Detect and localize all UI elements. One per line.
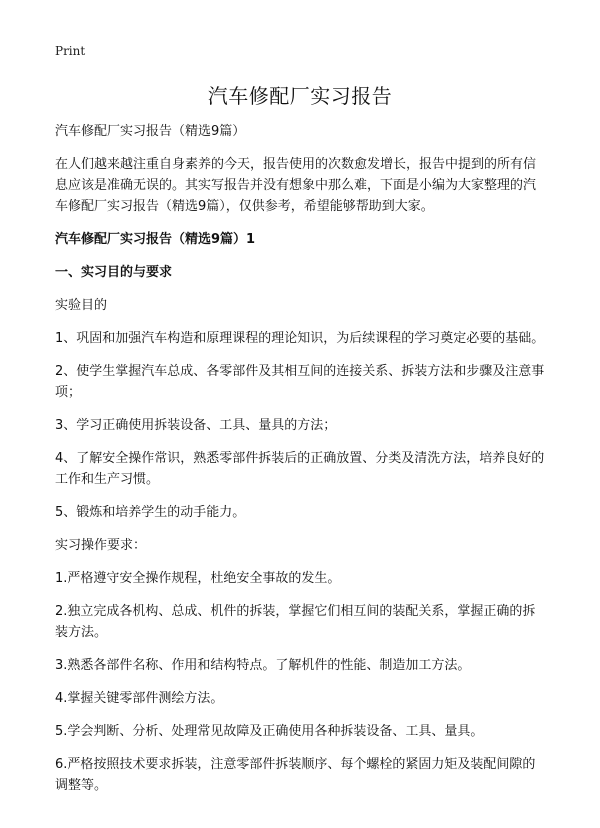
- requirement-item: 4.掌握关键零部件测绘方法。: [55, 691, 224, 706]
- page-title: 汽车修配厂实习报告: [207, 84, 393, 108]
- requirement-item: 1.严格遵守安全操作规程，杜绝安全事故的发生。: [55, 571, 341, 586]
- article-subtitle: 汽车修配厂实习报告（精选9篇）: [55, 124, 246, 139]
- requirement-item: 5.学会判断、分析、处理常见故障及正确使用各种拆装设备、工具、量具。: [55, 724, 484, 739]
- requirement-item: 3.熟悉各部件名称、作用和结构特点。了解机件的性能、制造加工方法。: [55, 658, 471, 673]
- print-link[interactable]: Print: [55, 44, 86, 58]
- purpose-item: 3、学习正确使用拆装设备、工具、量具的方法；: [55, 418, 337, 433]
- purpose-item: 5、锻炼和培养学生的动手能力。: [55, 505, 246, 520]
- purpose-item: 2、使学生掌握汽车总成、各零部件及其相互间的连接关系、拆装方法和步骤及注意事项；: [55, 364, 545, 400]
- section-heading: 一、实习目的与要求: [55, 265, 173, 280]
- requirement-item: 2.独立完成各机构、总成、机件的拆装，掌握它们相互间的装配关系，掌握正确的拆装方法。: [55, 604, 536, 640]
- requirements-label: 实习操作要求：: [55, 538, 147, 553]
- intro-paragraph: 在人们越来越注重自身素养的今天，报告使用的次数愈发增长，报告中提到的所有信息应该是准确无误的。其实写报告并没有想象中那么难，下面是小编为大家整理的汽车修配厂实习报告（精选9篇），仅供参考，希望能够帮助到大家。: [55, 157, 537, 214]
- purpose-label: 实验目的: [55, 298, 108, 313]
- article-body: [55, 121, 548, 808]
- purpose-item: 4、了解安全操作常识，熟悉零部件拆装后的正确放置、分类及清洗方法，培养良好的工作和生产习惯。: [55, 451, 545, 487]
- article-heading: 汽车修配厂实习报告（精选9篇）1: [55, 232, 256, 247]
- purpose-item: 1、巩固和加强汽车构造和原理课程的理论知识，为后续课程的学习奠定必要的基础。: [55, 331, 545, 346]
- requirement-item: 6.严格按照技术要求拆装，注意零部件拆装顺序、每个螺栓的紧固力矩及装配间隙的调整等。: [55, 757, 536, 793]
